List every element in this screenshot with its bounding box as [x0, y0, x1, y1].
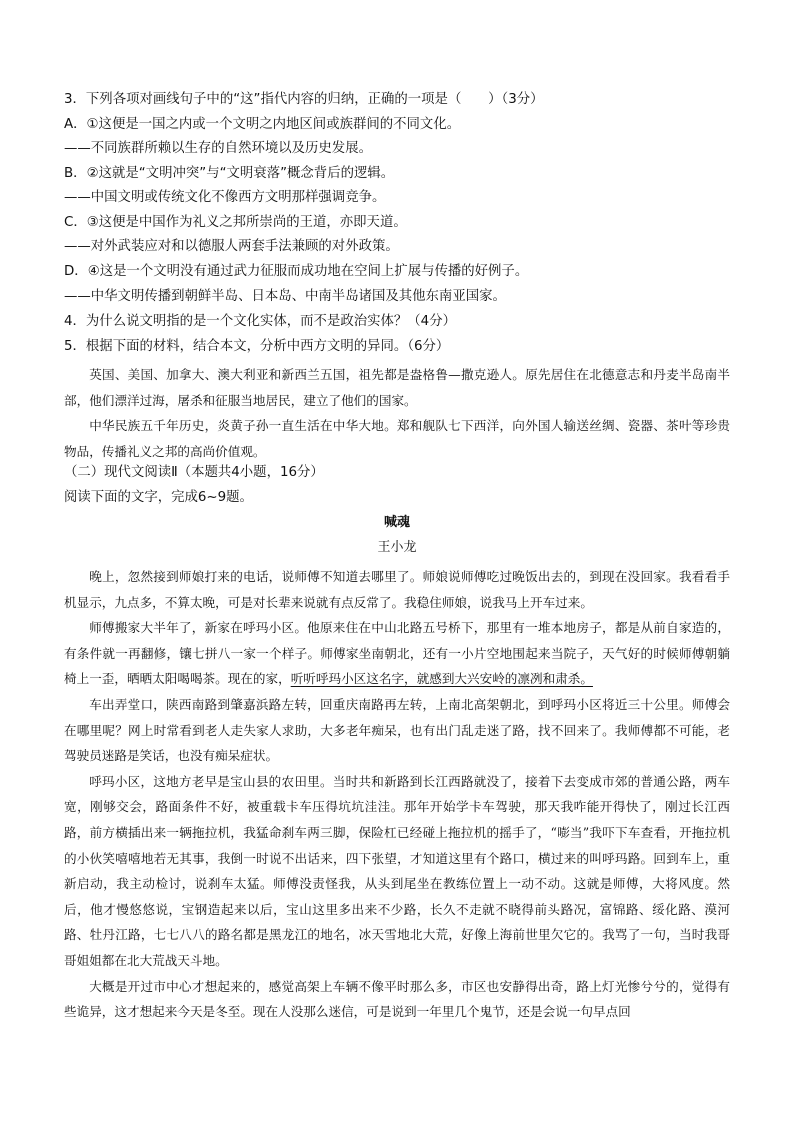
- option-b: B．②这就是“文明冲突”与“文明衰落”概念背后的逻辑。: [64, 166, 395, 181]
- story-author: 王小龙: [377, 540, 417, 555]
- option-c-summary: ——对外武装应对和以德服人两套手法兼顾的对外政策。: [64, 239, 399, 254]
- story-paragraph-5: 大概是开过市中心才想起来的，感觉高架上车辆不像平时那么多，市区也安静得出奇，路上灯光惨兮兮的，觉得有些诡异，这才想起来今天是冬至。现在人没那么迷信，可是说到一年里几个鬼节，还是会说一句早点回: [64, 978, 730, 1020]
- option-a: A．①这便是一国之内或一个文明之内地区间或族群间的不同文化。: [64, 117, 461, 132]
- story-paragraph-2: [64, 615, 730, 692]
- section-instruction: 阅读下面的文字，完成6~9题。: [64, 490, 253, 505]
- question-5: 5．根据下面的材料，结合本文，分析中西方文明的异同。（6分）: [64, 339, 450, 354]
- story-paragraph-1: 晚上，忽然接到师娘打来的电话，说师傅不知道去哪里了。师娘说师傅吃过晚饭出去的，到现在没回家。我看看手机显示，九点多，不算太晚，可是对长辈来说就有点反常了。我稳住师娘，说我马上开车过来。: [64, 569, 730, 610]
- story-paragraph-2-text: 师傅搬家大半年了，新家在呼玛小区。他原来住在中山北路五号桥下，那里有一堆本地房子，都是从前自家造的，有条件就一再翻修，镶七拼八一家一个样子。师傅家坐南朝北，还有一小片空地围起来当院子，天气好的时候师傅朝躺椅上一歪，晒晒太阳喝喝茶。现在的家，: [64, 620, 730, 687]
- option-d: D．④这是一个文明没有通过武力征服而成功地在空间上扩展与传播的好例子。: [64, 264, 529, 279]
- option-d-summary: ——中华文明传播到朝鲜半岛、日本岛、中南半岛诸国及其他东南亚国家。: [64, 289, 506, 304]
- underlined-sentence: 听听呼玛小区这名字，就感到大兴安岭的凛冽和肃杀。: [290, 671, 593, 687]
- option-c: C．③这便是中国作为礼义之邦所崇尚的王道，亦即天道。: [64, 215, 407, 230]
- option-b-summary: ——中国文明或传统文化不像西方文明那样强调竞争。: [64, 190, 386, 205]
- option-a-summary: ——不同族群所赖以生存的自然环境以及历史发展。: [64, 141, 372, 156]
- question-4: 4．为什么说文明指的是一个文化实体，而不是政治实体？（4分）: [64, 314, 456, 329]
- material-paragraph-2: 中华民族五千年历史，炎黄子孙一直生活在中华大地。郑和舰队七下西洋，向外国人输送丝绸、瓷器、茶叶等珍贵物品，传播礼义之邦的高尚价值观。: [64, 418, 730, 459]
- story-title: 喊魂: [383, 515, 410, 530]
- story-paragraph-3: 车出弄堂口，陕西南路到肇嘉浜路左转，回重庆南路再左转，上南北高架朝北，到呼玛小区将近三十公里。师傅会在哪里呢？网上时常看到老人走失家人求助，大多老年痴呆，也有出门乱走迷了路，找不回来了。我师傅都不可能，老驾驶员迷路是笑话，也没有痴呆症状。: [64, 696, 730, 764]
- material-block: [64, 362, 730, 464]
- section-heading: （二）现代文阅读Ⅱ（本题共4小题，16分）: [64, 465, 324, 480]
- material-paragraph-1: 英国、美国、加拿大、澳大利亚和新西兰五国，祖先都是盎格鲁—撒克逊人。原先居住在北德意志和丹麦半岛南半部，他们漂洋过海，屠杀和征服当地居民，建立了他们的国家。: [64, 367, 730, 408]
- question-3: 3．下列各项对画线句子中的“这”指代内容的归纳，正确的一项是（ ）（3分）: [64, 92, 544, 107]
- story-paragraph-4: 呼玛小区，这地方老早是宝山县的农田里。当时共和新路到长江西路就没了，接着下去变成市郊的普通公路，两车宽，刚够交会，路面条件不好，被重载卡车压得坑坑洼洼。那年开始学卡车驾驶，那天我咋能开得快了，刚过长江西路，前方横插出来一辆拖拉机，我猛命刹车两三脚，保险杠已经碰上拖拉机的摇手了，“嘭当”我吓下车查看，开拖拉机的小伙笑嘻嘻地若无其事，我倒一时说不出话来，四下张望，才知道这里有个路口，横过来的叫呼玛路。回到车上，重新启动，我主动检讨，说刹车太猛。师傅没责怪我，从头到尾坐在教练位置上一动不动。这就是师傅，大将风度。然后，他才慢悠悠说，宝钢造起来以后，宝山这里多出来不少路，长久不走就不晓得前头路况，富锦路、绥化路、漠河路、牡丹江路，七七八八的路名都是黑龙江的地名，冰天雪地北大荒，好像上海前世里欠它的。我骂了一句，当时我哥哥姐姐都在北大荒战天斗地。: [64, 773, 730, 968]
- story-body: [64, 564, 730, 1025]
